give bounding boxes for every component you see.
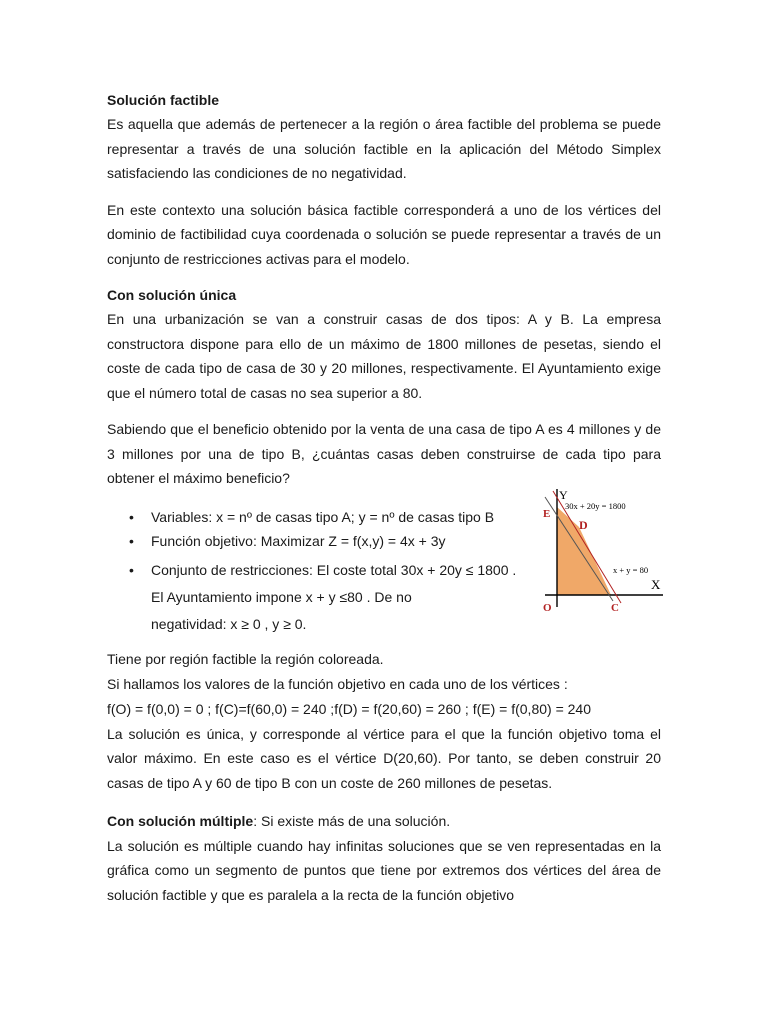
model-block xyxy=(107,487,661,647)
label-y: Y xyxy=(559,487,568,502)
equation-cost: 30x + 20y = 1800 xyxy=(565,500,626,511)
heading-rest: : Si existe más de una solución. xyxy=(253,813,451,829)
heading-solucion-multiple xyxy=(107,809,661,834)
non-negativity: negatividad: x ≥ 0 , y ≥ 0. xyxy=(151,616,307,632)
paragraph-beneficio: Sabiendo que el beneficio obtenido por la venta de una casa de tipo A es 4 millones y de 3 millones por una de tipo B, ¿cuántas casas deben construirse de cada tipo para obtener el máximo beneficio? xyxy=(107,421,661,486)
paragraph-urbanizacion: En una urbanización se van a construir casas de dos tipos: A y B. La empresa constructora dispone para ello de un máximo de 1800 millones de pesetas, siendo el coste de cada tipo de casa de 30 y 20 millones, respectivamente. El Ayuntamiento exige que el número total de casas no sea superior a 80. xyxy=(107,311,661,401)
label-e: E xyxy=(543,507,551,520)
heading-solucion-factible: Solución factible xyxy=(107,92,220,108)
document-page xyxy=(107,88,661,907)
results-block xyxy=(107,647,661,722)
line-vertices-intro: Si hallamos los valores de la función objetivo en cada uno de los vértices : xyxy=(107,675,568,692)
equation-total: x + y = 80 xyxy=(613,564,649,575)
paragraph-contexto: En este contexto una solución básica factible corresponderá a uno de los vértices del dominio de factibilidad cuya coordenada o solución se puede representar a través de un conjunto de restricciones activas para el modelo. xyxy=(107,201,661,267)
label-o: O xyxy=(543,601,552,614)
line-region: Tiene por región factible la región coloreada. xyxy=(107,650,384,667)
heading-solucion-unica: Con solución única xyxy=(107,287,237,303)
list-item: • Variables: x = nº de casas tipo A; y = nº de casas tipo B xyxy=(129,508,495,525)
feasible-region-graph xyxy=(525,487,665,617)
label-d: D xyxy=(579,517,588,532)
paragraph-multiple: La solución es múltiple cuando hay infinitas soluciones que se ven representadas en la gráfica como un segmento de puntos que tiene por extremos dos vértices del área de solución factible y que es paralela a la recta de la función objetivo xyxy=(107,837,661,903)
heading-bold: Con solución múltiple xyxy=(107,813,254,829)
list-item: • Función objetivo: Maximizar Z = f(x,y) = 4x + 3y xyxy=(129,533,446,549)
line-vertex-values: f(O) = f(0,0) = 0 ; f(C)=f(60,0) = 240 ;f(D) = f(20,60) = 260 ; f(E) = f(0,80) = 240 xyxy=(107,700,591,717)
list-item: • Conjunto de restricciones: El coste total 30x + 20y ≤ 1800 . xyxy=(129,561,517,578)
constraint-continuation: El Ayuntamiento impone x + y ≤80 . De no xyxy=(151,589,412,605)
label-x: X xyxy=(651,576,661,592)
paragraph-definicion: Es aquella que además de pertenecer a la región o área factible del problema se puede representar a través de una solución factible en la aplicación del Método Simplex satisfaciendo las condiciones de no negatividad. xyxy=(107,116,661,181)
label-c: C xyxy=(611,601,619,614)
paragraph-conclusion: La solución es única, y corresponde al vértice para el que la función objetivo toma el valor máximo. En este caso es el vértice D(20,60). Por tanto, se deben construir 20 casas de tipo A y 60 de tipo B con un coste de 260 millones de pesetas. xyxy=(107,725,661,791)
